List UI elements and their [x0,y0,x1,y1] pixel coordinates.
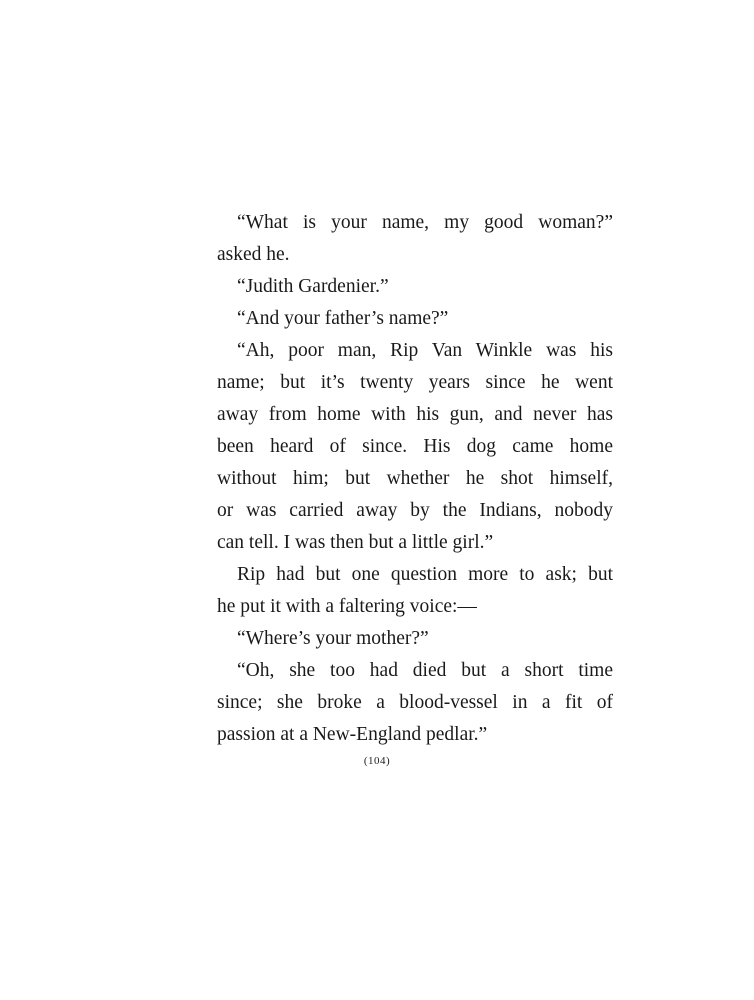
text-line: “What is your name, my good woman?” [237,212,613,233]
text-line: or was carried away by the Indians, nobody [217,500,613,521]
text-line: since; she broke a blood-vessel in a fit of [217,692,613,713]
text-line: “Where’s your mother?” [237,628,429,649]
text-line: Rip had but one question more to ask; but [237,564,613,585]
text-line: he put it with a faltering voice:— [217,596,477,617]
text-line: “Ah, poor man, Rip Van Winkle was his [237,340,613,361]
text-line: away from home with his gun, and never has [217,404,613,425]
text-line: “Judith Gardenier.” [237,276,389,297]
text-line: without him; but whether he shot himself, [217,468,613,489]
text-line: asked he. [217,244,290,265]
text-line: been heard of since. His dog came home [217,436,613,457]
page-number: (104) [363,755,391,767]
text-line: “Oh, she too had died but a short time [237,660,613,681]
text-line: name; but it’s twenty years since he went [217,372,613,393]
text-line: passion at a New-England pedlar.” [217,724,488,745]
text-line: “And your father’s name?” [237,308,449,329]
text-line: can tell. I was then but a little girl.” [217,532,494,553]
body-text [217,207,613,751]
